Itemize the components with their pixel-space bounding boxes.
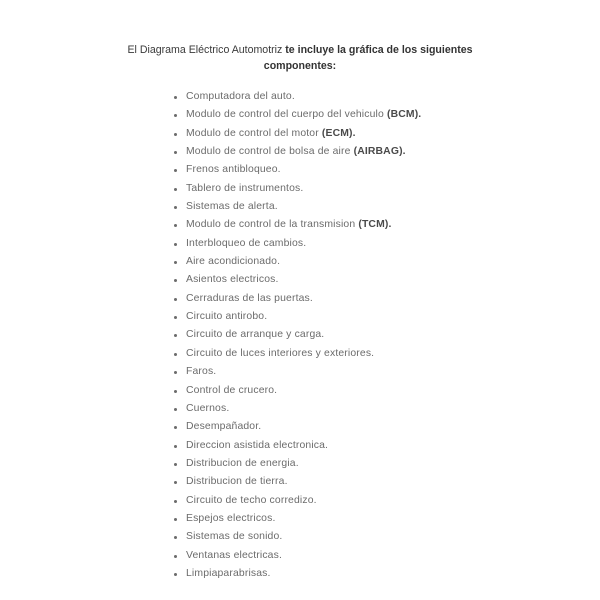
list-item-abbreviation: (BCM). (386, 109, 422, 121)
list-item (174, 437, 421, 455)
bullet-icon (174, 261, 177, 264)
list-item-text: Sistemas de alerta. (186, 201, 278, 213)
list-item-text: Direccion asistida electronica. (186, 439, 329, 451)
list-item-text: Asientos electricos. (186, 274, 279, 286)
bullet-icon (174, 371, 177, 374)
list-item (174, 418, 421, 436)
list-item (174, 400, 421, 418)
list-item-text: Modulo de control de bolsa de aire (186, 146, 354, 158)
list-item (174, 326, 421, 344)
list-item-text: Desempañador. (186, 421, 262, 433)
list-item-abbreviation: (TCM). (358, 219, 392, 231)
bullet-icon (174, 518, 177, 521)
list-item (174, 106, 421, 124)
list-item-text: Circuito de techo corredizo. (186, 494, 317, 506)
list-item-text: Circuito de luces interiores y exteriores. (186, 347, 375, 359)
list-item-text: Faros. (186, 366, 217, 378)
list-item (174, 235, 421, 253)
bullet-icon (174, 481, 177, 484)
bullet-icon (174, 334, 177, 337)
list-item-abbreviation: (AIRBAG). (353, 146, 406, 158)
bullet-icon (174, 224, 177, 227)
list-item-text: Interbloqueo de cambios. (186, 237, 307, 249)
list-item-text: Cuernos. (186, 402, 230, 414)
bullet-icon (174, 500, 177, 503)
list-item (174, 198, 421, 216)
list-item-text: Tablero de instrumentos. (186, 182, 304, 194)
bullet-icon (174, 573, 177, 576)
components-list (174, 88, 421, 583)
list-item (174, 290, 421, 308)
list-item (174, 528, 421, 546)
intro-bold-text: te incluye la gráfica de los siguientes componentes: (263, 44, 473, 72)
bullet-icon (174, 298, 177, 301)
bullet-icon (174, 243, 177, 246)
list-item-text: Distribucion de energia. (186, 457, 299, 469)
list-item (174, 345, 421, 363)
bullet-icon (174, 188, 177, 191)
list-item-text: Distribucion de tierra. (186, 476, 288, 488)
list-item (174, 125, 421, 143)
list-item-text: Espejos electricos. (186, 512, 276, 524)
bullet-icon (174, 96, 177, 99)
list-item (174, 382, 421, 400)
list-item-text: Aire acondicionado. (186, 256, 281, 268)
list-item (174, 455, 421, 473)
list-item-text: Limpiaparabrisas. (186, 567, 271, 579)
list-item (174, 216, 421, 234)
list-item-text: Frenos antibloqueo. (186, 164, 281, 176)
bullet-icon (174, 536, 177, 539)
bullet-icon (174, 555, 177, 558)
list-item-text: Cerraduras de las puertas. (186, 292, 313, 304)
bullet-icon (174, 151, 177, 154)
bullet-icon (174, 206, 177, 209)
list-item (174, 547, 421, 565)
list-item-text: Sistemas de sonido. (186, 531, 283, 543)
list-item (174, 308, 421, 326)
list-item-text: Computadora del auto. (186, 91, 295, 102)
list-item-text: Control de crucero. (186, 384, 278, 396)
bullet-icon (174, 426, 177, 429)
bullet-icon (174, 133, 177, 136)
bullet-icon (174, 279, 177, 282)
list-item-abbreviation: (ECM). (321, 127, 356, 139)
list-item-text: Modulo de control del cuerpo del vehiculo (186, 109, 387, 121)
bullet-icon (174, 390, 177, 393)
list-item (174, 363, 421, 381)
list-item (174, 88, 421, 106)
intro-paragraph (100, 42, 500, 74)
list-item-text: Circuito antirobo. (186, 311, 268, 323)
list-item-text: Ventanas electricas. (186, 549, 282, 561)
list-item (174, 253, 421, 271)
list-item-text: Modulo de control del motor (186, 127, 322, 139)
list-item (174, 143, 421, 161)
list-item-text: Circuito de arranque y carga. (186, 329, 325, 341)
bullet-icon (174, 316, 177, 319)
list-item (174, 473, 421, 491)
list-item (174, 180, 421, 198)
bullet-icon (174, 463, 177, 466)
bullet-icon (174, 445, 177, 448)
list-item (174, 271, 421, 289)
intro-normal-text: El Diagrama Eléctrico Automotriz (127, 44, 286, 56)
list-item (174, 492, 421, 510)
list-item (174, 161, 421, 179)
list-item (174, 565, 421, 583)
bullet-icon (174, 114, 177, 117)
bullet-icon (174, 353, 177, 356)
list-item (174, 510, 421, 528)
list-item-text: Modulo de control de la transmision (186, 219, 359, 231)
bullet-icon (174, 169, 177, 172)
bullet-icon (174, 408, 177, 411)
